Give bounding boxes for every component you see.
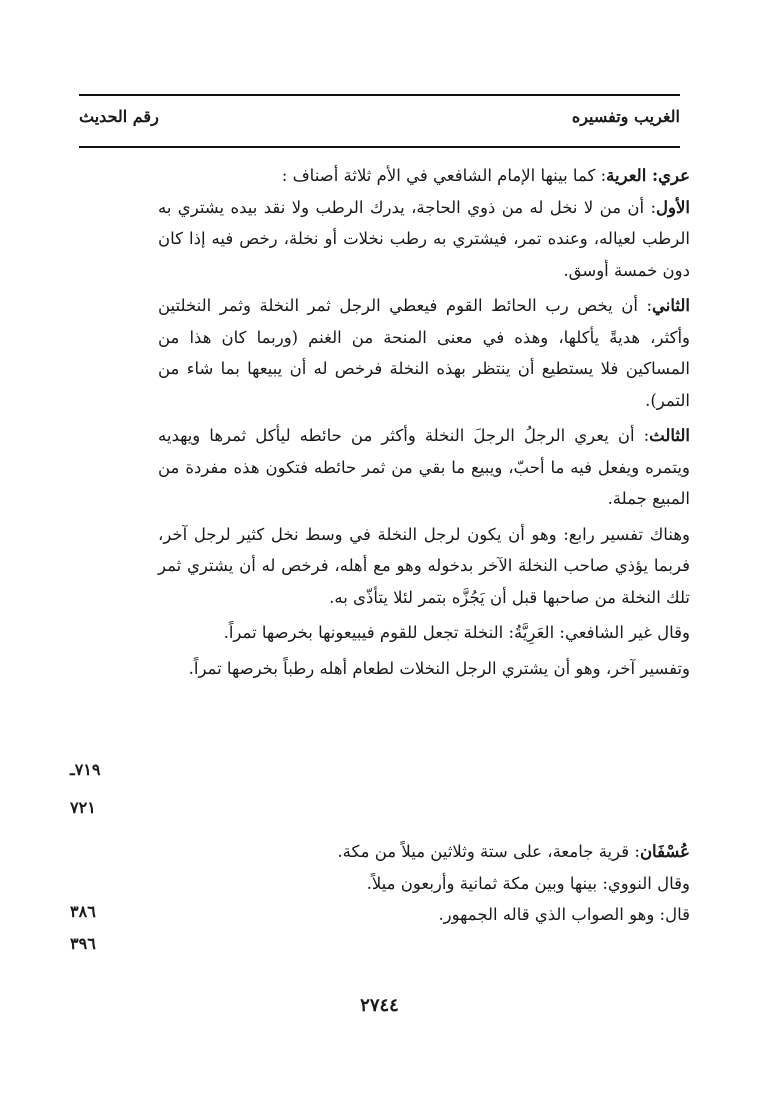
definition-second-text: : أن يخص رب الحائط القوم فيعطي الرجل ثمر النخلة وثمر النخلتين وأكثر، هديةً يأكلها، وهذه في معنى المنحة من الغنم (وربما كان هذا من المساكين فلا يستطيع أن ينتظر بهذه النخلة فرخص له أن يبيعها بما شاء من التمر). — [158, 296, 690, 410]
definition-fourth: وهناك تفسير رابع: وهو أن يكون لرجل النخلة في وسط نخل كثير لرجل آخر، فربما يؤذي صاحب النخلة الآخر بدخوله وهو مع أهله، فرخص له أن يشتري ثمر تلك النخلة من صاحبها قبل أن يَجُزَّه بتمر لئلا يتأذّى به. — [158, 524, 690, 607]
header-top-rule — [79, 94, 680, 96]
entry2-line2: وقال النووي: بينها وبين مكة ثمانية وأربعون ميلاً. — [366, 873, 690, 893]
entry-usfan — [158, 836, 690, 931]
header-bottom-rule — [79, 146, 680, 148]
entry2-term: عُسْفَان — [639, 842, 690, 861]
entry-usfan-references — [70, 902, 150, 966]
definition-third-label: الثالث — [649, 426, 690, 445]
entry2-line3: قال: وهو الصواب الذي قاله الجمهور. — [438, 905, 690, 924]
hadith-ref[interactable]: ٣٩٦ — [70, 934, 96, 953]
definition-third — [158, 420, 690, 515]
entry-intro-text: : كما بينها الإمام الشافعي في الأم ثلاثة أصناف : — [281, 166, 607, 185]
entry-term: عري: العرية — [606, 166, 690, 185]
page-number: ٢٧٤٤ — [360, 995, 399, 1016]
entry2-line1-text: : قرية جامعة، على ستة وثلاثين ميلاً من مكة. — [337, 842, 640, 861]
entry-intro — [158, 160, 690, 192]
page-header — [79, 94, 680, 148]
definition-another: وتفسير آخر، وهو أن يشتري الرجل النخلات لطعام أهله رطباً بخرصها تمراً. — [188, 658, 690, 678]
definition-other: وقال غير الشافعي: العَرِيَّةُ: النخلة تجعل للقوم فيبيعونها بخرصها تمراً. — [223, 623, 690, 642]
header-title: الغريب وتفسيره — [571, 107, 680, 126]
definition-third-text: : أن يعري الرجلُ الرجلَ النخلة وأكثر من حائطه ليأكل ثمرها ويهديه ويتمره ويفعل فيه ما أحبّ، ويبيع ما بقي من ثمر حائطه فتكون هذه مفردة من المبيع جملة. — [158, 426, 690, 508]
entry-areeya-references — [70, 760, 150, 830]
entry2-line1 — [158, 836, 690, 868]
definition-first-text: : أن من لا نخل له من ذوي الحاجة، يدرك الرطب ولا نقد بيده يشتري به الرطب لعياله، وعنده تمر، فيشتري به رطب نخلات أو نخلة، رخص فيه إذا كان دون خمسة أوسق. — [158, 197, 690, 280]
definition-first — [158, 192, 690, 287]
definition-second-label: الثاني — [652, 296, 690, 315]
header-hadith-number-label: رقم الحديث — [79, 107, 159, 126]
hadith-ref[interactable]: ٧١٩ـ — [70, 760, 101, 779]
definition-second — [158, 290, 690, 416]
hadith-ref[interactable]: ٣٨٦ — [70, 902, 96, 921]
entry-areeya — [158, 160, 690, 684]
hadith-ref[interactable]: ٧٢١ — [70, 798, 96, 817]
definition-first-label: الأول — [656, 197, 690, 217]
